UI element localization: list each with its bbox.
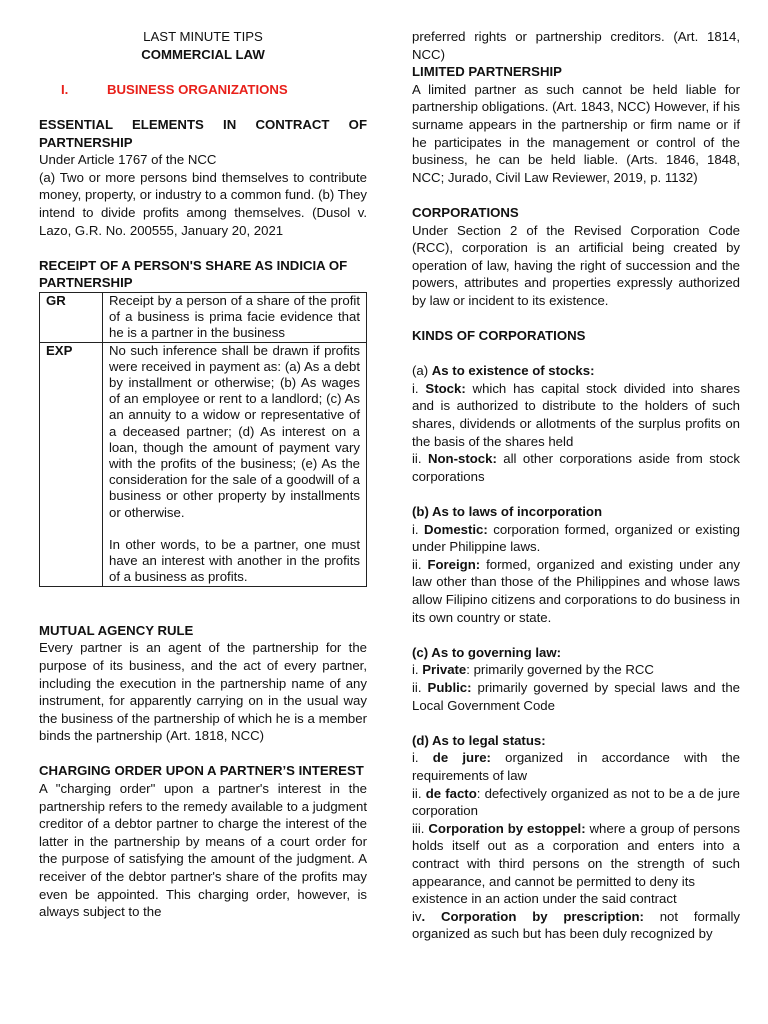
kind-a-item-i: i. Stock: which has capital stock divided into shares and is authorized to distribute to the holders of such shares, dividends or allotments of the surplus profits on the basis of the shares held [412, 380, 740, 449]
kind-d-item-ii: ii. de facto: defectively organized as not to be a de jure corporation [412, 785, 740, 819]
kinds-heading: KINDS OF CORPORATIONS [412, 328, 586, 344]
kind-a-item-ii: ii. Non-stock: all other corporations aside from stock corporations [412, 451, 740, 484]
doc-title-top: LAST MINUTE TIPS [143, 29, 263, 44]
left-column [39, 28, 367, 921]
charging-order-body: A "charging order" upon a partner's interest in the partnership refers to the remedy available to a judgment creditor of a debtor partner to charge the interest of the latter in the partnership by means of a court order for the purpose of satisfying the amount of the judgment. A receiver of the debtor partner's share of the profits may even be appointed. This charging order, however, is always subject to the [39, 781, 367, 920]
kind-c-item-ii: ii. Public: primarily governed by special laws and the Local Government Code [412, 679, 741, 713]
row-key: EXP [40, 342, 103, 586]
continued-text: preferred rights or partnership creditors. (Art. 1814, NCC) [412, 29, 740, 62]
limited-partnership-heading: LIMITED PARTNERSHIP [412, 64, 562, 80]
exp-text: No such inference shall be drawn if profits were received in payment as: (a) As a debt by installment or otherwise; (b) As wages of an employee or rent to a landlord; (c) As an annuity to a widow or representative of a deceased partner; (d) As interest on a loan, though the amount of payment vary with the profits of the business; (e) As the consideration for the sale of a goodwill of a business or other property by installments or otherwise. [109, 342, 360, 520]
kind-d-heading: (d) As to legal status: [412, 732, 546, 748]
mutual-agency-heading: MUTUAL AGENCY RULE [39, 622, 194, 638]
row-key: GR [40, 292, 103, 342]
corporations-body: Under Section 2 of the Revised Corporation Code (RCC), corporation is an artificial being created by operation of law, having the right of succession and the powers, attributes and properties expressly authorized by law or incident to its existence. [412, 222, 740, 308]
kind-d-item-iv: iv. Corporation by prescription: not formally organized as such but has been duly recognized by [412, 908, 740, 942]
kind-b-item-ii: ii. Foreign: formed, organized and existing under any law other than those of the Philippines and whose laws allow Filipino citizens and corporations to do business in its own country or state. [412, 556, 740, 625]
kind-a-heading: (a) As to existence of stocks: [412, 363, 595, 379]
essential-elements-heading: ESSENTIAL ELEMENTS IN CONTRACT OF PARTNERSHIP [39, 116, 367, 150]
mutual-agency-body: Every partner is an agent of the partnership for the purpose of its business, and the act of every partner, including the execution in the partnership name of any instrument, for apparently carrying on in the usual way the business of the partnership of which he is a member binds the partnership (Art. 1818, NCC) [39, 640, 367, 744]
receipt-heading: RECEIPT OF A PERSON'S SHARE AS INDICIA OF PARTNERSHIP [39, 257, 348, 291]
limited-partnership-body: A limited partner as such cannot be held liable for partnership obligations. (Art. 1843, NCC) However, if his surname appears in the partnership or firm name or if he participates in the management or control of the business, he can be held liable. (Arts. 1846, 1848, NCC; Jurado, Civil Law Reviewer, 2019, p. 1132) [412, 81, 740, 185]
exp-summary: In other words, to be a partner, one must have an interest with another in the profits of a business as profits. [109, 536, 360, 585]
row-value: Receipt by a person of a share of the profit of a business is prima facie evidence that he is a partner in the business [103, 292, 367, 342]
section-number: I. [61, 81, 69, 97]
table-row [40, 292, 367, 342]
kind-d-item-iii-cont: existence in an action under the said contract [412, 891, 677, 907]
kind-b-item-i: i. Domestic: corporation formed, organized or existing under Philippine laws. [412, 521, 740, 555]
kind-c-item-i: i. Private: primarily governed by the RCC [412, 662, 654, 678]
right-column [412, 28, 740, 943]
doc-title-sub: COMMERCIAL LAW [141, 46, 265, 62]
corporations-heading: CORPORATIONS [412, 204, 519, 220]
charging-order-heading: CHARGING ORDER UPON A PARTNER’S INTEREST [39, 763, 364, 779]
table-row [40, 342, 367, 586]
kind-d-item-i: i. de jure: organized in accordance with the requirements of law [412, 750, 740, 783]
section-heading [39, 81, 367, 99]
gr-exp-table [39, 292, 367, 587]
kind-d-item-iii: iii. Corporation by estoppel: where a group of persons holds itself out as a corporation and enters into a contract with third persons on the strength of such appearance, and cannot be permitted to deny its [412, 820, 741, 889]
essential-elements-intro: Under Article 1767 of the NCC [39, 152, 217, 168]
kind-c-heading: (c) As to governing law: [412, 644, 561, 660]
kind-b-heading: (b) As to laws of incorporation [412, 504, 602, 520]
section-label: BUSINESS ORGANIZATIONS [107, 81, 288, 97]
essential-elements-body: (a) Two or more persons bind themselves to contribute money, property, or industry to a common fund. (b) They intend to divide profits among themselves. (Dusol v. Lazo, G.R. No. 200555, January 20, 2021 [39, 169, 367, 238]
row-value [103, 342, 367, 586]
